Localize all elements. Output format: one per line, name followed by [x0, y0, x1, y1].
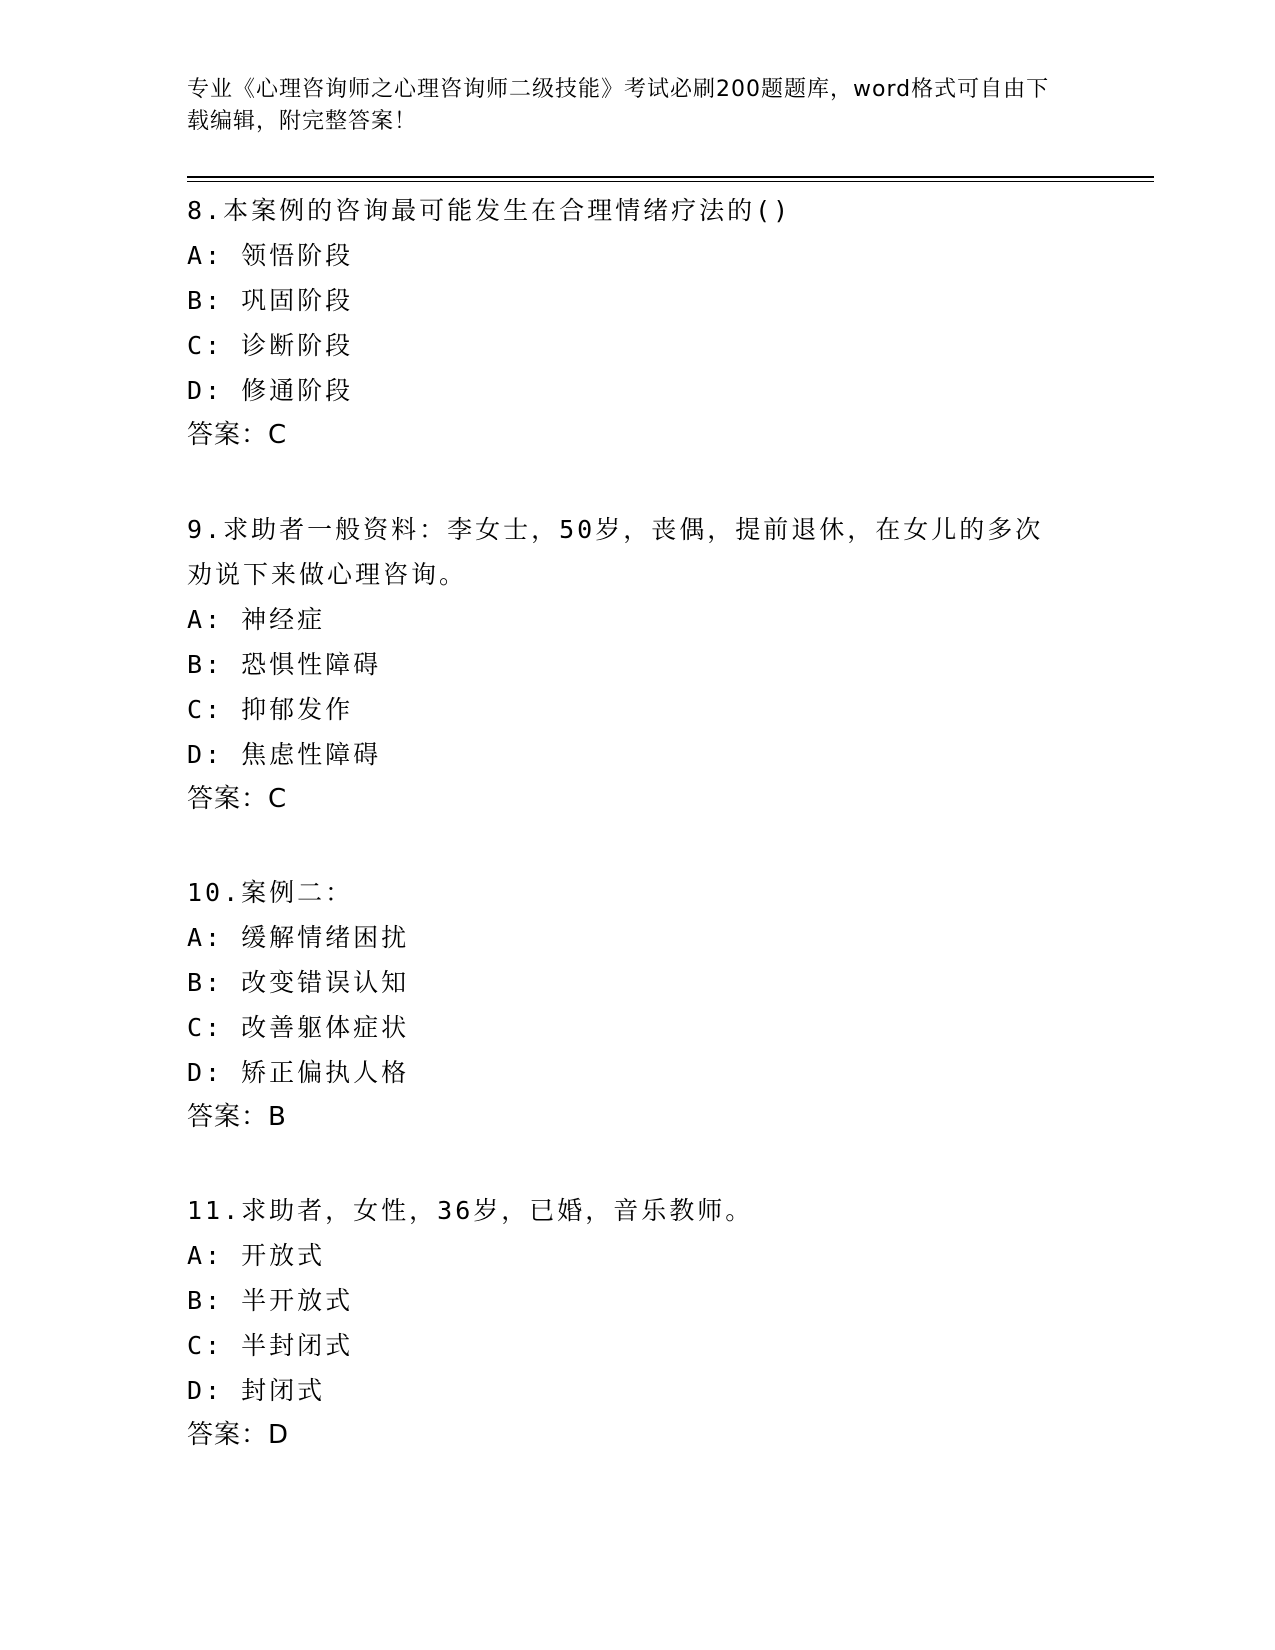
question-8 — [187, 188, 1067, 458]
question-stem: 10.案例二： — [187, 878, 354, 907]
question-stem: 9.求助者一般资料：李女士，50岁，丧偶，提前退休，在女儿的多次劝说下来做心理咨询。 — [187, 515, 1044, 589]
header-divider-thin — [187, 181, 1154, 182]
answer-line: 答案：C — [187, 784, 288, 814]
option-d: D: 修通阶段 — [187, 376, 354, 405]
answer-line: 答案：C — [187, 420, 288, 450]
option-d: D: 封闭式 — [187, 1376, 326, 1405]
question-9 — [187, 507, 1067, 822]
option-a: A: 开放式 — [187, 1241, 326, 1270]
option-c: C: 抑郁发作 — [187, 695, 354, 724]
answer-line: 答案：D — [187, 1420, 290, 1450]
option-b: B: 半开放式 — [187, 1286, 354, 1315]
option-b: B: 改变错误认知 — [187, 968, 410, 997]
option-d: D: 矫正偏执人格 — [187, 1058, 410, 1087]
option-c: C: 半封闭式 — [187, 1331, 354, 1360]
question-stem: 11.求助者，女性，36岁，已婚，音乐教师。 — [187, 1196, 754, 1225]
option-a: A: 缓解情绪困扰 — [187, 923, 410, 952]
question-11 — [187, 1188, 1067, 1458]
option-a: A: 神经症 — [187, 605, 326, 634]
header-divider-thick — [187, 176, 1154, 178]
option-d: D: 焦虑性障碍 — [187, 740, 382, 769]
option-b: B: 巩固阶段 — [187, 286, 354, 315]
question-10 — [187, 870, 1067, 1140]
document-header: 专业《心理咨询师之心理咨询师二级技能》考试必刷200题题库，word格式可自由下载编辑，附完整答案！ — [187, 77, 1050, 134]
option-a: A: 领悟阶段 — [187, 241, 354, 270]
question-stem: 8.本案例的咨询最可能发生在合理情绪疗法的() — [187, 196, 792, 225]
option-c: C: 改善躯体症状 — [187, 1013, 410, 1042]
option-c: C: 诊断阶段 — [187, 331, 354, 360]
option-b: B: 恐惧性障碍 — [187, 650, 382, 679]
answer-line: 答案：B — [187, 1102, 287, 1132]
